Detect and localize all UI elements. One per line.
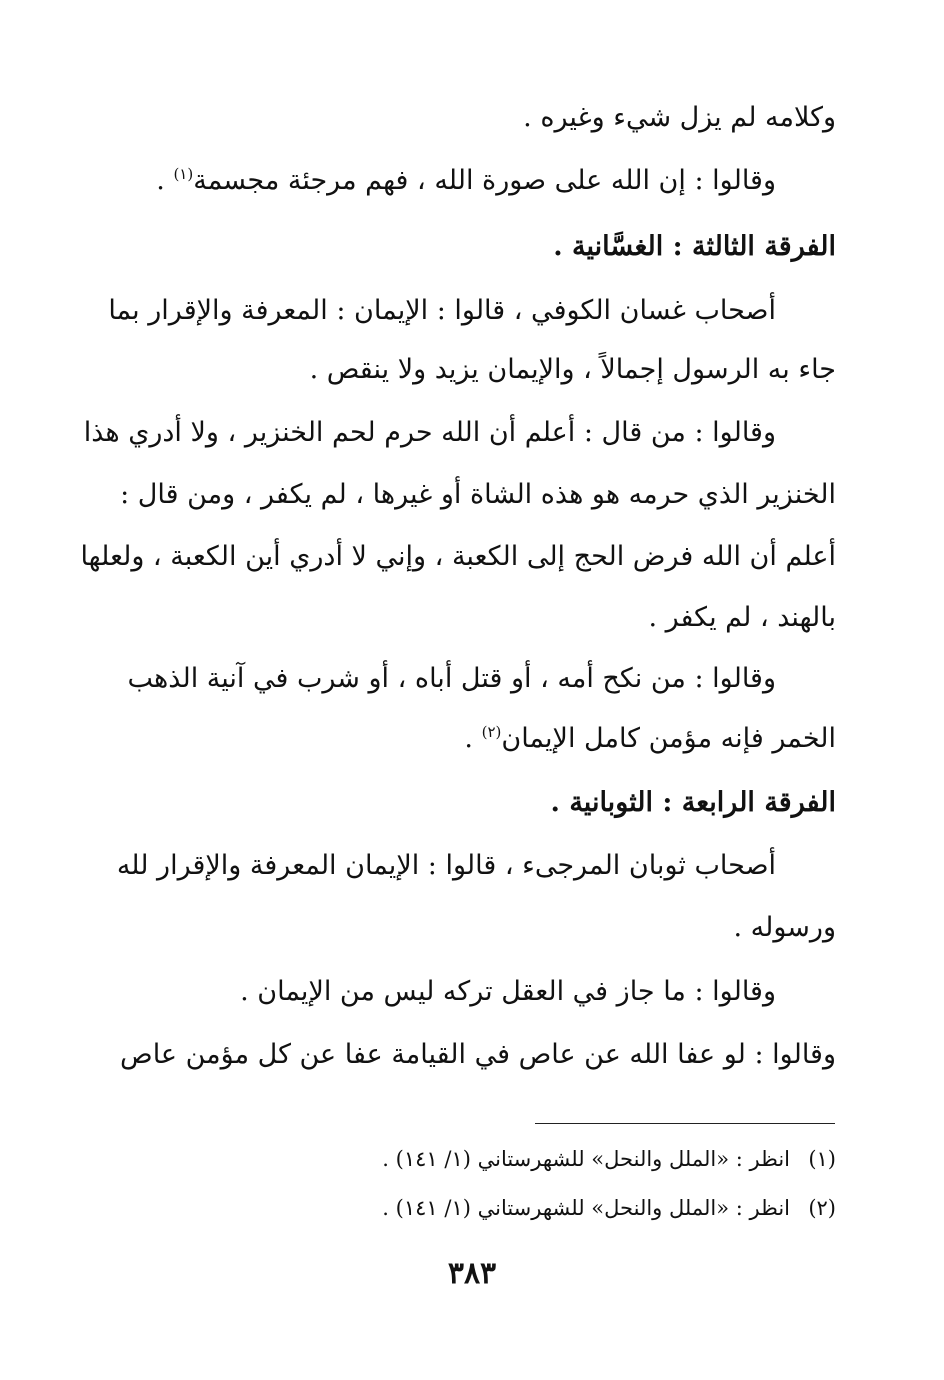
text-line: جاء به الرسول إجمالاً ، والإيمان يزيد ولا ينقص . [309, 354, 836, 385]
text-line [128, 719, 836, 759]
text-line: وقالوا : من قال : أعلم أن الله حرم لحم الخنزير ، ولا أدري هذا [83, 417, 776, 448]
text-line: أعلم أن الله فرض الحج إلى الكعبة ، وإني لا أدري أين الكعبة ، ولعلها [80, 541, 836, 572]
footnote-separator [535, 1123, 835, 1124]
text-fragment: وقالوا : إن الله على صورة الله ، فهم مرجئة مجسمة [193, 165, 776, 196]
footnote-number: (٢) [808, 1196, 836, 1220]
footnote [128, 1192, 836, 1224]
text-line: أصحاب غسان الكوفي ، قالوا : الإيمان : المعرفة والإقرار بما [108, 295, 776, 326]
text-line: ورسوله . [733, 912, 836, 943]
text-line: وقالوا : ما جاز في العقل تركه ليس من الإيمان . [240, 976, 776, 1007]
text-fragment: الخمر فإنه مؤمن كامل الإيمان [501, 723, 836, 754]
text-line: وقالوا : لو عفا الله عن عاص في القيامة عفا عن كل مؤمن عاص [120, 1039, 836, 1070]
text-line: بالهند ، لم يكفر . [648, 602, 836, 633]
sentence-period: . [156, 165, 165, 196]
footnote-number: (١) [808, 1147, 836, 1171]
sentence-period: . [464, 723, 473, 754]
text-line [128, 161, 776, 201]
footnote [128, 1143, 836, 1175]
footnote-text: انظر : «الملل والنحل» للشهرستاني (١/ ١٤١) . [382, 1196, 790, 1220]
page-number: ٣٨٣ [447, 1256, 497, 1291]
text-line: وقالوا : من نكح أمه ، أو قتل أباه ، أو شرب في آنية الذهب [127, 663, 776, 694]
text-line: أصحاب ثوبان المرجىء ، قالوا : الإيمان المعرفة والإقرار لله [116, 850, 776, 881]
footnote-text: انظر : «الملل والنحل» للشهرستاني (١/ ١٤١) . [382, 1147, 790, 1171]
footnote-ref: (٢) [481, 723, 502, 741]
text-line: الخنزير الذي حرمه هو هذه الشاة أو غيرها ، لم يكفر ، ومن قال : [120, 479, 836, 510]
section-heading: الفرقة الثالثة : الغسَّانية . [553, 231, 836, 262]
section-heading: الفرقة الرابعة : الثوبانية . [550, 787, 836, 818]
text-line: وكلامه لم يزل شيء وغيره . [523, 102, 836, 133]
footnote-ref: (١) [173, 165, 194, 183]
